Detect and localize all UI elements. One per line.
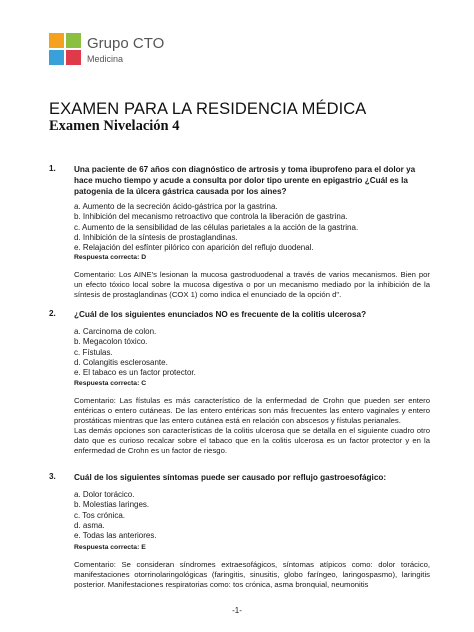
question-number: 2. bbox=[49, 309, 56, 318]
correct-answer: Respuesta correcta: C bbox=[74, 380, 147, 387]
comment-paragraph: Comentario: Las fístulas es más característico de la enfermedad de Crohn que pueden ser entero entéricas o entero cutáneas. De las entero entéricas son más frecuentes las entero vaginales y entero prostáticas mientras que las entero cutánea está en relación con abscesos y fístulas perianales. bbox=[74, 396, 430, 426]
option-list bbox=[74, 202, 426, 253]
comment-block bbox=[74, 560, 430, 590]
option-item: b. Megacolon tóxico. bbox=[74, 337, 148, 347]
correct-answer: Respuesta correcta: D bbox=[74, 254, 147, 261]
question-number: 3. bbox=[49, 472, 56, 481]
option-list bbox=[74, 327, 426, 378]
brand-name: Grupo CTO bbox=[87, 35, 165, 52]
option-item: b. Inhibición del mecanismo retroactivo que controla la liberación de gastrina. bbox=[74, 212, 348, 222]
page-number: -1- bbox=[232, 606, 242, 615]
option-item: c. Aumento de la sensibilidad de las células parietales a la acción de la gastrina. bbox=[74, 222, 359, 232]
comment-paragraph: Comentario: Se consideran síndromes extraesofágicos, síntomas atípicos como: dolor torácico, manifestaciones otorrinolaringológicas (faringitis, sinusitis, globo faríngeo, laringospasmo), laringitis posterior. Manifestaciones respiratorias como: tos crónica, asma bronquial, neumonitis bbox=[74, 560, 430, 590]
option-item: e. El tabaco es un factor protector. bbox=[74, 368, 196, 378]
option-item: e. Todas las anteriores. bbox=[74, 531, 157, 541]
option-item: c. Tos crónica. bbox=[74, 510, 125, 520]
question-text: Una paciente de 67 años con diagnóstico de artrosis y toma ibuprofeno para el dolor ya hace mucho tiempo y acude a consulta por dolor tipo urente en epigastrio ¿Cuál es la patogenia de la úlcera gástrica causada por los aines? bbox=[74, 165, 416, 196]
logo-square-blue bbox=[49, 50, 64, 65]
option-item: d. Inhibición de la síntesis de prostaglandinas. bbox=[74, 232, 238, 242]
option-item: e. Relajación del esfínter pilórico con aparición del reflujo duodenal. bbox=[74, 243, 314, 253]
question-text: Cuál de los siguientes síntomas puede ser causado por reflujo gastroesofágico: bbox=[74, 473, 387, 482]
logo-square-green bbox=[66, 33, 81, 48]
brand-subtitle: Medicina bbox=[87, 54, 124, 64]
option-item: b. Molestias laringes. bbox=[74, 500, 150, 510]
option-item: a. Aumento de la secreción ácido-gástrica por la gastrina. bbox=[74, 202, 278, 211]
comment-paragraph: Comentario: Los AINE's lesionan la mucosa gastroduodenal a través de varios mecanismos. Bien por un efecto tóxico local sobre la mucosa digestiva o por un mecanismo mediado por la inhibición de la síntesis de prostaglandinas (COX 1) como indica el enunciado de la opción d". bbox=[74, 270, 430, 300]
comment-paragraph: Las demás opciones son características de la colitis ulcerosa que se detalla en el siguiente cuadro otro dato que es curioso recalcar sobre el tabaco que en la colitis ulcerosa es un factor protector y en la enfermedad de Crohn es un factor de riesgo. bbox=[74, 426, 430, 456]
document-subtitle: Examen Nivelación 4 bbox=[49, 118, 180, 134]
option-item: d. Colangitis esclerosante. bbox=[74, 357, 168, 367]
option-item: a. Carcinoma de colon. bbox=[74, 327, 157, 336]
brand-logo bbox=[49, 33, 189, 69]
option-item: a. Dolor torácico. bbox=[74, 490, 135, 499]
logo-mark-icon bbox=[49, 33, 81, 65]
logo-square-red bbox=[66, 50, 81, 65]
option-item: d. asma. bbox=[74, 520, 105, 530]
option-item: c. Fístulas. bbox=[74, 347, 113, 357]
logo-square-orange bbox=[49, 33, 64, 48]
comment-block bbox=[74, 396, 430, 457]
question-number: 1. bbox=[49, 164, 56, 173]
question-text: ¿Cuál de los siguientes enunciados NO es frecuente de la colitis ulcerosa? bbox=[74, 310, 367, 319]
correct-answer: Respuesta correcta: E bbox=[74, 544, 146, 551]
document-title: EXAMEN PARA LA RESIDENCIA MÉDICA bbox=[49, 100, 367, 118]
option-list bbox=[74, 490, 426, 541]
comment-block bbox=[74, 270, 430, 300]
